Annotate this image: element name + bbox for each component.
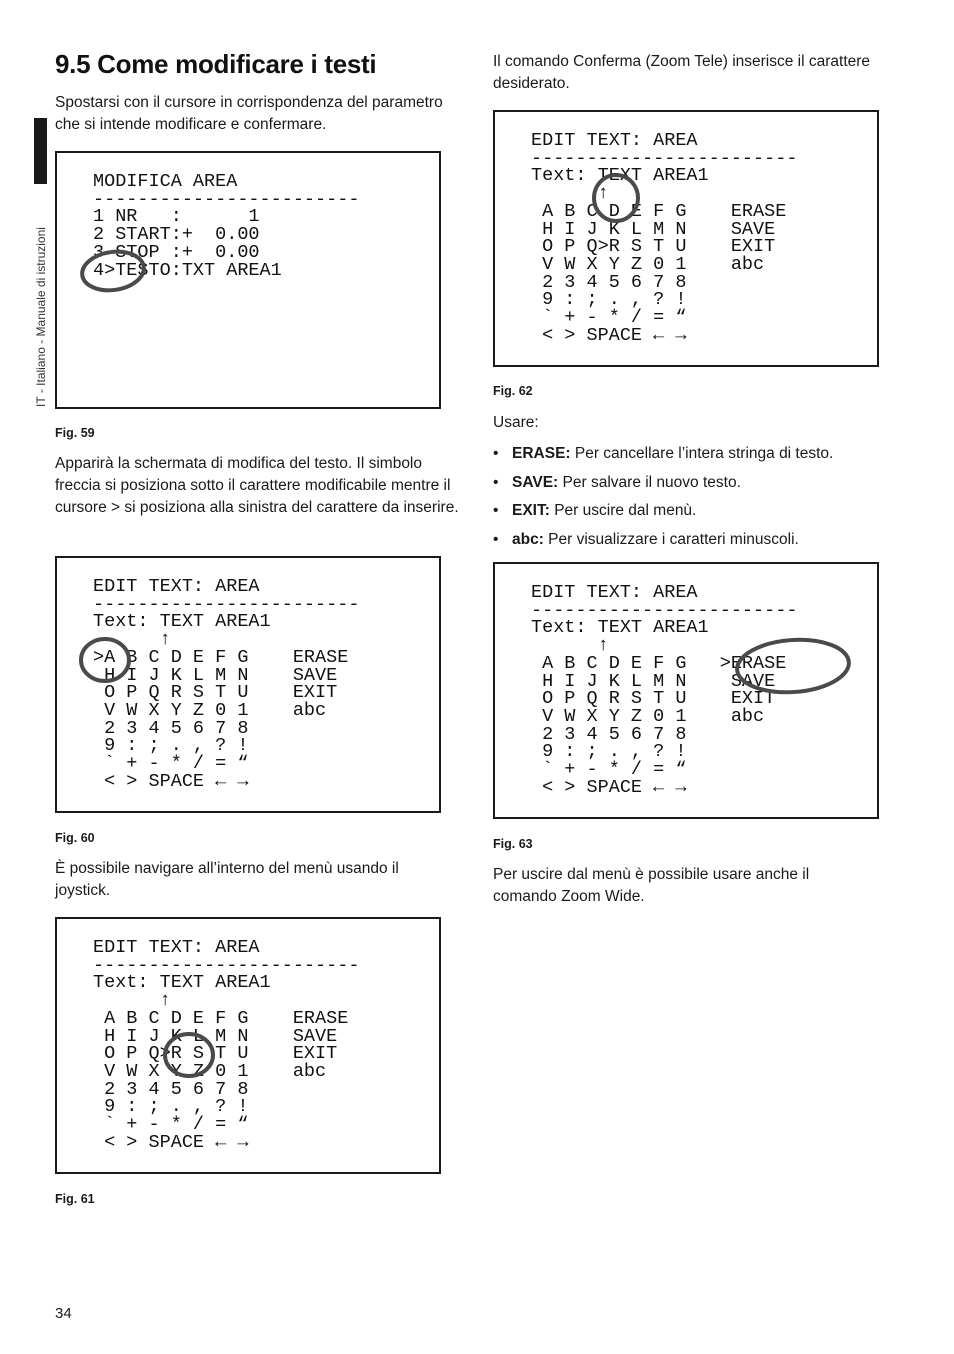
screen-text: EDIT TEXT: AREA ------------------------ Text: TEXT AREA1 ↑ A B C D E F G ERASE H I J K L M N SAVE O P Q>R S T U EXIT V W X Y Z 0 1 abc 2 3 4 5 6 7 8 9 : ; . , ? ! ` + - * / = “ < > SPACE ← → [531, 130, 798, 346]
screen-fig60 [55, 556, 441, 813]
usage-key: EXIT: [512, 502, 550, 519]
screen-text: EDIT TEXT: AREA ------------------------ Text: TEXT AREA1 ↑ >A B C D E F G ERASE H I J K L M N SAVE O P Q R S T U EXIT V W X Y Z 0 1 abc 2 3 4 5 6 7 8 9 : ; . , ? ! ` + - * / = “ < > SPACE ← → [93, 576, 360, 792]
figure-caption: Fig. 63 [493, 837, 533, 851]
figure-caption: Fig. 60 [55, 831, 95, 845]
screen-fig62 [493, 110, 879, 367]
highlight-circle-mark [495, 112, 879, 367]
paragraph-confirm: Il comando Conferma (Zoom Tele) inserisce il carattere desiderato. [493, 53, 871, 92]
usage-desc: Per uscire dal menù. [549, 502, 697, 519]
highlight-circle-mark [495, 564, 879, 819]
usage-item-exit [493, 497, 913, 526]
figure-caption: Fig. 62 [493, 384, 533, 398]
paragraph-usage-intro: Usare: [493, 414, 539, 431]
paragraph-joystick: È possibile navigare all’interno del menù usando il joystick. [55, 860, 399, 899]
section-tab-marker [34, 118, 47, 184]
highlight-circle-mark [57, 919, 441, 1174]
screen-text: EDIT TEXT: AREA ------------------------ Text: TEXT AREA1 ↑ A B C D E F G >ERASE H I J K L M N SAVE O P Q R S T U EXIT V W X Y Z 0 1 abc 2 3 4 5 6 7 8 9 : ; . , ? ! ` + - * / = “ < > SPACE ← → [531, 582, 798, 798]
usage-key: SAVE: [512, 473, 559, 491]
bullet-icon: • [493, 530, 499, 548]
page-number: 34 [55, 1305, 72, 1322]
usage-item-save [493, 469, 913, 498]
usage-desc: Per visualizzare i caratteri minuscoli. [543, 530, 799, 548]
paragraph-zoom-wide: Per uscire dal menù è possibile usare anche il comando Zoom Wide. [493, 866, 810, 905]
bullet-icon: • [493, 502, 499, 519]
figure-caption: Fig. 61 [55, 1192, 95, 1206]
bullet-icon: • [493, 473, 499, 491]
section-title: 9.5 Come modificare i testi [55, 49, 377, 79]
screen-fig61 [55, 917, 441, 1174]
screen-text: EDIT TEXT: AREA ------------------------ Text: TEXT AREA1 ↑ A B C D E F G ERASE H I J K L M N SAVE O P Q>R S T U EXIT V W X Y Z 0 1 abc 2 3 4 5 6 7 8 9 : ; . , ? ! ` + - * / = “ < > SPACE ← → [93, 937, 360, 1153]
usage-item-abc [493, 526, 913, 555]
usage-list [493, 440, 913, 554]
bullet-icon: • [493, 445, 499, 462]
usage-key: ERASE: [512, 445, 571, 462]
screen-fig59 [55, 151, 441, 409]
screen-fig63 [493, 562, 879, 819]
usage-desc: Per cancellare l’intera stringa di testo. [570, 445, 834, 462]
figure-caption: Fig. 59 [55, 426, 95, 440]
highlight-circle-mark [57, 153, 441, 409]
usage-key: abc: [512, 530, 544, 548]
usage-item-erase [493, 440, 913, 469]
usage-desc: Per salvare il nuovo testo. [558, 473, 741, 491]
paragraph-edit-screen: Apparirà la schermata di modifica del testo. Il simbolo freccia si posiziona sotto il carattere modificabile mentre il cursore > si posiziona alla sinistra del carattere da inserire. [55, 455, 459, 516]
screen-text: MODIFICA AREA ------------------------ 1 NR : 1 2 START:+ 0.00 3 STOP :+ 0.00 4>TESTO:TXT AREA1 [93, 171, 360, 281]
paragraph-intro: Spostarsi con il cursore in corrispondenza del parametro che si intende modificare e confermare. [55, 94, 443, 133]
highlight-circle-mark [57, 558, 441, 813]
sidebar-label: IT - Italiano - Manuale di istruzioni [34, 227, 48, 407]
